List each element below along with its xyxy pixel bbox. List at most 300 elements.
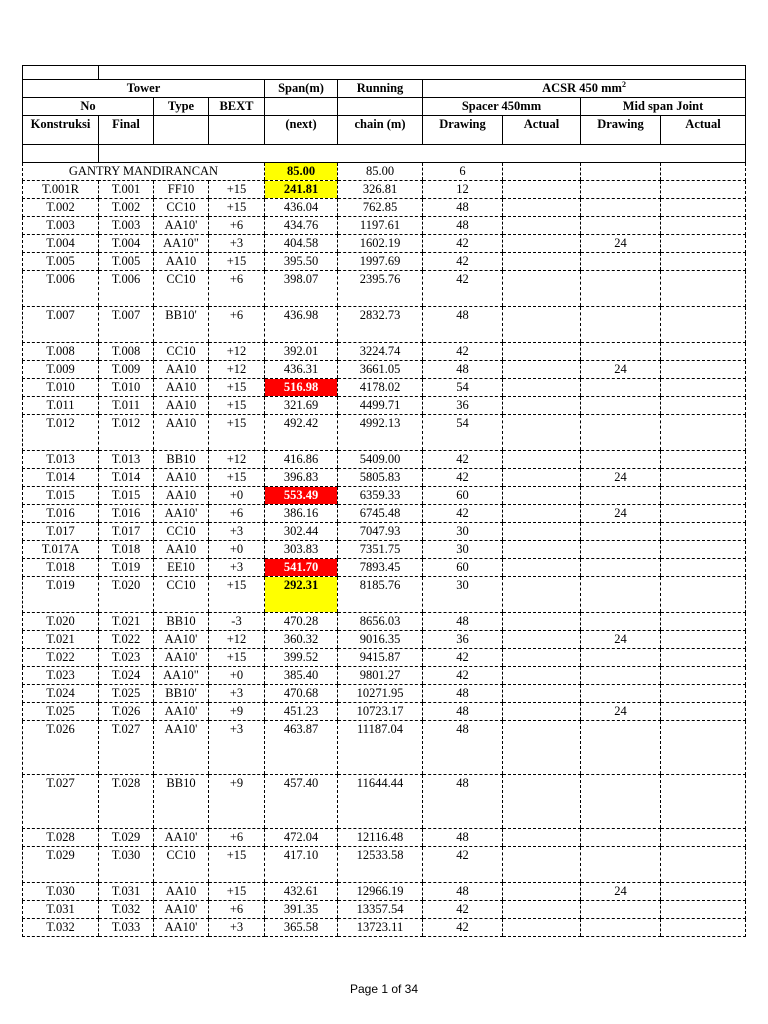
cell-type: AA10" [154,667,209,685]
cell-spacer: 42 [423,469,503,487]
cell-empty [503,577,581,613]
cell-spacer: 48 [423,721,503,775]
cell-bext: +6 [209,505,265,523]
header-row-1 [23,80,746,98]
cell-final: T.023 [99,649,154,667]
table-row [23,307,746,343]
cell-final: T.009 [99,361,154,379]
cell-final: T.005 [99,253,154,271]
cell-joint [581,559,661,577]
cell-no: T.012 [23,415,99,451]
gantry-span: 85.00 [286,164,316,178]
cell-joint [581,829,661,847]
cell-joint: 24 [581,703,661,721]
cell-running: 3224.74 [338,343,423,361]
cell-bext: +12 [209,343,265,361]
cell-final: T.003 [99,217,154,235]
cell-spacer: 42 [423,343,503,361]
cell-type: AA10 [154,253,209,271]
cell-spacer: 48 [423,307,503,343]
cell-bext: +15 [209,847,265,883]
cell-spacer: 54 [423,379,503,397]
cell-no: T.018 [23,559,99,577]
cell-bext: +15 [209,883,265,901]
cell-empty [503,523,581,541]
header-drawing-1: Drawing [439,117,486,131]
cell-joint [581,847,661,883]
cell-joint [581,181,661,199]
cell-spacer: 42 [423,847,503,883]
cell-no: T.029 [23,847,99,883]
cell-type: AA10 [154,883,209,901]
table-row [23,721,746,775]
cell-span: 541.70 [265,559,338,577]
cell-joint [581,541,661,559]
cell-final: T.012 [99,415,154,451]
cell-span: 398.07 [265,271,338,307]
cell-final: T.030 [99,847,154,883]
cell-empty [661,631,746,649]
cell-empty [661,685,746,703]
cell-empty [503,199,581,217]
cell-empty [661,253,746,271]
cell-spacer: 48 [423,685,503,703]
cell-bext: +12 [209,631,265,649]
cell-empty [503,901,581,919]
cell-type: FF10 [154,181,209,199]
cell-final: T.011 [99,397,154,415]
cell-empty [661,649,746,667]
cell-span: 302.44 [265,523,338,541]
gantry-running: 85.00 [365,164,395,178]
cell-spacer: 30 [423,541,503,559]
cell-span: 360.32 [265,631,338,649]
header-konstruksi: Konstruksi [30,117,91,131]
cell-final: T.008 [99,343,154,361]
cell-joint [581,667,661,685]
cell-running: 4992.13 [338,415,423,451]
cell-empty [503,469,581,487]
table-row [23,829,746,847]
cell-span: 392.01 [265,343,338,361]
cell-span: 463.87 [265,721,338,775]
cell-bext: +15 [209,649,265,667]
cell-spacer: 12 [423,181,503,199]
cell-running: 6359.33 [338,487,423,505]
table-row [23,901,746,919]
cell-span: 395.50 [265,253,338,271]
table-row [23,703,746,721]
cell-type: AA10 [154,415,209,451]
cell-running: 4499.71 [338,397,423,415]
cell-empty [661,343,746,361]
cell-joint [581,307,661,343]
table-row [23,271,746,307]
cell-type: AA10 [154,487,209,505]
cell-final: T.010 [99,379,154,397]
table-row [23,181,746,199]
cell-empty [661,505,746,523]
table-row [23,523,746,541]
cell-no: T.028 [23,829,99,847]
cell-running: 9415.87 [338,649,423,667]
cell-empty [661,181,746,199]
cell-joint [581,199,661,217]
cell-spacer: 30 [423,523,503,541]
cell-empty [503,883,581,901]
cell-empty [661,415,746,451]
cell-type: AA10" [154,235,209,253]
cell-type: AA10' [154,217,209,235]
cell-span: 472.04 [265,829,338,847]
cell-final: T.017 [99,523,154,541]
cell-empty [503,649,581,667]
cell-empty [661,667,746,685]
cell-type: AA10' [154,901,209,919]
cell-final: T.033 [99,919,154,937]
cell-type: AA10' [154,631,209,649]
table-row [23,685,746,703]
header-acsr: ACSR 450 mm [542,81,622,95]
cell-running: 11187.04 [338,721,423,775]
cell-bext: +3 [209,559,265,577]
cell-empty [661,901,746,919]
cell-running: 11644.44 [338,775,423,829]
cell-empty [503,235,581,253]
cell-final: T.026 [99,703,154,721]
cell-span: 303.83 [265,541,338,559]
table-row [23,253,746,271]
cell-type: AA10' [154,649,209,667]
cell-type: CC10 [154,199,209,217]
cell-no: T.025 [23,703,99,721]
cell-joint [581,649,661,667]
cell-final: T.004 [99,235,154,253]
cell-empty [503,451,581,469]
cell-type: AA10' [154,505,209,523]
table-row [23,451,746,469]
cell-empty [503,343,581,361]
cell-no: T.007 [23,307,99,343]
cell-span: 416.86 [265,451,338,469]
cell-spacer: 30 [423,577,503,613]
cell-span: 321.69 [265,397,338,415]
cell-empty [503,505,581,523]
cell-spacer: 48 [423,703,503,721]
cell-type: AA10 [154,361,209,379]
cell-span: 451.23 [265,703,338,721]
cell-spacer: 48 [423,217,503,235]
cell-empty [661,703,746,721]
cell-type: CC10 [154,847,209,883]
cell-type: AA10 [154,469,209,487]
cell-spacer: 48 [423,199,503,217]
cell-bext: +9 [209,775,265,829]
cell-running: 7351.75 [338,541,423,559]
cell-no: T.016 [23,505,99,523]
table-row [23,847,746,883]
cell-empty [503,487,581,505]
cell-type: BB10 [154,775,209,829]
cell-running: 326.81 [338,181,423,199]
cell-running: 13723.11 [338,919,423,937]
cell-bext: +6 [209,271,265,307]
cell-final: T.021 [99,613,154,631]
cell-joint [581,343,661,361]
cell-joint [581,379,661,397]
cell-no: T.030 [23,883,99,901]
cell-final: T.018 [99,541,154,559]
cell-bext: +0 [209,541,265,559]
cell-spacer: 42 [423,271,503,307]
cell-span: 457.40 [265,775,338,829]
cell-empty [503,919,581,937]
header-midspan: Mid span Joint [622,99,704,113]
cell-joint [581,919,661,937]
cell-no: T.015 [23,487,99,505]
cell-final: T.001 [99,181,154,199]
header-drawing-2: Drawing [597,117,644,131]
table-row [23,199,746,217]
cell-empty [661,487,746,505]
cell-no: T.003 [23,217,99,235]
table-row [23,469,746,487]
cell-empty [503,217,581,235]
cell-joint: 24 [581,631,661,649]
table-row [23,541,746,559]
cell-bext: +15 [209,469,265,487]
cell-type: CC10 [154,271,209,307]
gantry-spacer: 6 [459,164,466,178]
table-row [23,919,746,937]
cell-bext: +6 [209,217,265,235]
cell-no: T.013 [23,451,99,469]
cell-empty [503,685,581,703]
header-actual-2: Actual [685,117,721,131]
cell-final: T.029 [99,829,154,847]
cell-running: 6745.48 [338,505,423,523]
cell-running: 10271.95 [338,685,423,703]
header-chain: chain (m) [354,117,406,131]
cell-type: AA10' [154,829,209,847]
table-row [23,775,746,829]
table-row [23,487,746,505]
header-row-2 [23,98,746,116]
table-row [23,559,746,577]
cell-running: 9801.27 [338,667,423,685]
cell-no: T.002 [23,199,99,217]
cell-type: CC10 [154,343,209,361]
cell-running: 3661.05 [338,361,423,379]
cell-no: T.026 [23,721,99,775]
header-acsr-sup: 2 [621,79,626,89]
cell-spacer: 48 [423,883,503,901]
cell-spacer: 36 [423,631,503,649]
cell-bext: +15 [209,379,265,397]
header-final: Final [112,117,140,131]
cell-empty [661,883,746,901]
table-row [23,343,746,361]
cell-running: 7047.93 [338,523,423,541]
cell-type: AA10' [154,919,209,937]
cell-type: BB10 [154,613,209,631]
cell-no: T.011 [23,397,99,415]
header-type: Type [167,99,195,113]
cell-final: T.020 [99,577,154,613]
cell-spacer: 48 [423,829,503,847]
cell-bext: +15 [209,577,265,613]
cell-empty [661,397,746,415]
cell-empty [503,613,581,631]
cell-empty [503,541,581,559]
cell-type: BB10 [154,451,209,469]
cell-joint [581,451,661,469]
cell-running: 1197.61 [338,217,423,235]
cell-empty [661,919,746,937]
cell-type: EE10 [154,559,209,577]
cell-bext: +15 [209,415,265,451]
cell-spacer: 42 [423,901,503,919]
header-no: No [80,99,96,113]
cell-final: T.031 [99,883,154,901]
cell-running: 5409.00 [338,451,423,469]
cell-spacer: 42 [423,919,503,937]
cell-span: 396.83 [265,469,338,487]
tower-schedule-table [22,65,746,937]
cell-empty [661,217,746,235]
cell-span: 470.68 [265,685,338,703]
cell-bext: +12 [209,451,265,469]
cell-no: T.022 [23,649,99,667]
cell-no: T.031 [23,901,99,919]
cell-empty [503,721,581,775]
cell-type: BB10' [154,307,209,343]
cell-final: T.022 [99,631,154,649]
cell-no: T.017A [23,541,99,559]
cell-span: 417.10 [265,847,338,883]
cell-span: 436.98 [265,307,338,343]
cell-running: 9016.35 [338,631,423,649]
cell-spacer: 60 [423,487,503,505]
cell-bext: +6 [209,307,265,343]
top-blank-row [23,66,746,80]
cell-final: T.002 [99,199,154,217]
cell-empty [661,577,746,613]
cell-joint [581,217,661,235]
cell-no: T.014 [23,469,99,487]
cell-empty [661,775,746,829]
cell-spacer: 42 [423,667,503,685]
cell-empty [503,397,581,415]
cell-running: 2395.76 [338,271,423,307]
cell-bext: +0 [209,487,265,505]
cell-empty [661,235,746,253]
header-row-3 [23,116,746,145]
cell-span: 470.28 [265,613,338,631]
cell-empty [503,181,581,199]
cell-empty [503,631,581,649]
cell-joint: 24 [581,361,661,379]
table-row [23,505,746,523]
cell-final: T.016 [99,505,154,523]
cell-empty [661,847,746,883]
cell-bext: +15 [209,199,265,217]
cell-joint: 24 [581,469,661,487]
cell-joint [581,577,661,613]
cell-joint [581,253,661,271]
page-footer: Page 1 of 34 [349,982,419,996]
cell-spacer: 48 [423,613,503,631]
cell-span: 516.98 [265,379,338,397]
cell-empty [503,271,581,307]
cell-span: 436.04 [265,199,338,217]
cell-empty [661,469,746,487]
cell-running: 4178.02 [338,379,423,397]
cell-no: T.005 [23,253,99,271]
cell-empty [661,829,746,847]
cell-span: 365.58 [265,919,338,937]
cell-final: T.024 [99,667,154,685]
cell-joint [581,523,661,541]
cell-bext: +9 [209,703,265,721]
cell-bext: +3 [209,721,265,775]
cell-empty [661,199,746,217]
header-actual-1: Actual [523,117,560,131]
table-row [23,577,746,613]
cell-running: 8185.76 [338,577,423,613]
header-span: Span(m) [278,81,324,95]
cell-joint [581,901,661,919]
table-row [23,613,746,631]
cell-span: 385.40 [265,667,338,685]
cell-empty [503,379,581,397]
cell-running: 1997.69 [338,253,423,271]
cell-running: 1602.19 [338,235,423,253]
cell-final: T.015 [99,487,154,505]
cell-joint [581,721,661,775]
table-row [23,649,746,667]
cell-span: 292.31 [265,577,338,613]
cell-spacer: 60 [423,559,503,577]
table-row [23,217,746,235]
cell-span: 492.42 [265,415,338,451]
header-running: Running [356,81,404,95]
cell-no: T.027 [23,775,99,829]
table-row [23,235,746,253]
cell-no: T.021 [23,631,99,649]
cell-empty [503,847,581,883]
cell-no: T.032 [23,919,99,937]
cell-empty [661,721,746,775]
cell-type: AA10' [154,721,209,775]
cell-empty [503,775,581,829]
cell-empty [661,613,746,631]
cell-bext: +6 [209,901,265,919]
cell-type: AA10 [154,379,209,397]
cell-bext: -3 [209,613,265,631]
cell-final: T.019 [99,559,154,577]
cell-running: 13357.54 [338,901,423,919]
cell-empty [503,307,581,343]
cell-bext: +3 [209,685,265,703]
table-row [23,883,746,901]
header-gap-row [23,145,746,163]
cell-spacer: 36 [423,397,503,415]
cell-running: 5805.83 [338,469,423,487]
table-row [23,379,746,397]
cell-joint [581,415,661,451]
cell-running: 10723.17 [338,703,423,721]
